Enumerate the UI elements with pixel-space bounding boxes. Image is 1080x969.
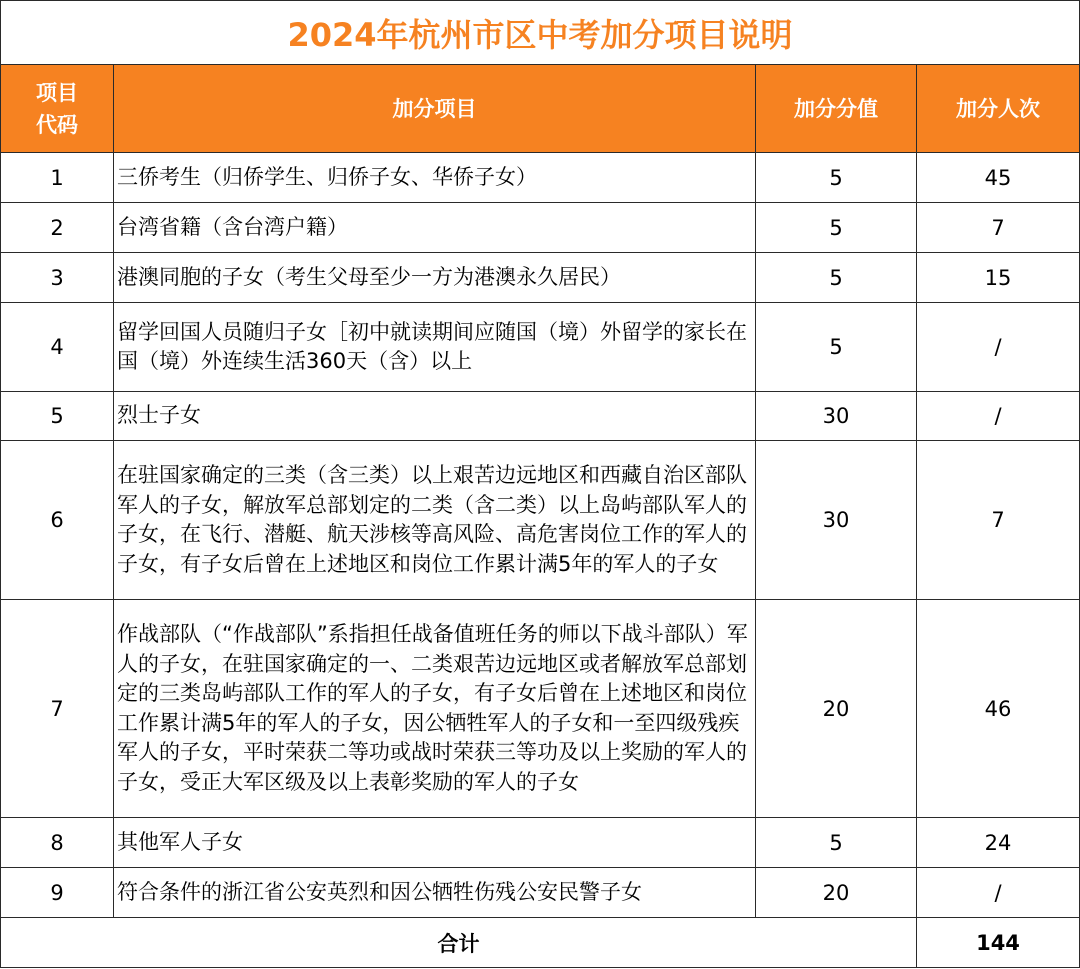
- row-code: 5: [1, 392, 114, 441]
- row-value: 5: [756, 818, 917, 868]
- table-row: [1, 153, 1080, 203]
- row-item: 港澳同胞的子女（考生父母至少一方为港澳永久居民）: [114, 253, 756, 303]
- row-value: 20: [756, 600, 917, 818]
- row-value: 30: [756, 441, 917, 600]
- row-value: 30: [756, 392, 917, 441]
- total-label: 合计: [1, 918, 917, 968]
- row-count: /: [917, 303, 1080, 392]
- header-item: 加分项目: [114, 65, 756, 153]
- row-value: 5: [756, 303, 917, 392]
- row-code: 4: [1, 303, 114, 392]
- row-item: 其他军人子女: [114, 818, 756, 868]
- header-code: [1, 65, 114, 153]
- header-code-line1: 项目: [36, 80, 78, 105]
- total-count: 144: [917, 918, 1080, 968]
- table-row: [1, 600, 1080, 818]
- row-item: 符合条件的浙江省公安英烈和因公牺牲伤残公安民警子女: [114, 868, 756, 918]
- table-row: [1, 203, 1080, 253]
- row-item: 三侨考生（归侨学生、归侨子女、华侨子女）: [114, 153, 756, 203]
- row-count: /: [917, 868, 1080, 918]
- row-code: 9: [1, 868, 114, 918]
- row-count: 7: [917, 203, 1080, 253]
- row-count: 7: [917, 441, 1080, 600]
- table-row: [1, 818, 1080, 868]
- row-count: 24: [917, 818, 1080, 868]
- table-row: [1, 868, 1080, 918]
- row-item: 台湾省籍（含台湾户籍）: [114, 203, 756, 253]
- row-item: 在驻国家确定的三类（含三类）以上艰苦边远地区和西藏自治区部队军人的子女，解放军总部划定的二类（含二类）以上岛屿部队军人的子女，在飞行、潜艇、航天涉核等高风险、高危害岗位工作的军人的子女，有子女后曾在上述地区和岗位工作累计满5年的军人的子女: [114, 441, 756, 600]
- row-value: 5: [756, 253, 917, 303]
- row-item: 作战部队（“作战部队”系指担任战备值班任务的师以下战斗部队）军人的子女，在驻国家确定的一、二类艰苦边远地区或者解放军总部划定的三类岛屿部队工作的军人的子女，有子女后曾在上述地区和岗位工作累计满5年的军人的子女，因公牺牲军人的子女和一至四级残疾军人的子女，平时荣获二等功或战时荣获三等功及以上奖励的军人的子女，受正大军区级及以上表彰奖励的军人的子女: [114, 600, 756, 818]
- row-value: 5: [756, 153, 917, 203]
- table-row: [1, 392, 1080, 441]
- row-code: 7: [1, 600, 114, 818]
- row-count: 15: [917, 253, 1080, 303]
- row-value: 20: [756, 868, 917, 918]
- table-title: 2024年杭州市区中考加分项目说明: [1, 1, 1080, 65]
- row-item: 留学回国人员随归子女［初中就读期间应随国（境）外留学的家长在国（境）外连续生活360天（含）以上: [114, 303, 756, 392]
- row-code: 6: [1, 441, 114, 600]
- row-item: 烈士子女: [114, 392, 756, 441]
- table-row: [1, 253, 1080, 303]
- row-value: 5: [756, 203, 917, 253]
- header-count: 加分人次: [917, 65, 1080, 153]
- row-code: 1: [1, 153, 114, 203]
- table-row: [1, 303, 1080, 392]
- header-row: [1, 65, 1080, 153]
- header-value: 加分分值: [756, 65, 917, 153]
- row-count: 45: [917, 153, 1080, 203]
- title-row: [1, 1, 1080, 65]
- row-code: 8: [1, 818, 114, 868]
- header-code-line2: 代码: [36, 112, 78, 137]
- total-row: [1, 918, 1080, 968]
- row-count: /: [917, 392, 1080, 441]
- row-code: 3: [1, 253, 114, 303]
- table-row: [1, 441, 1080, 600]
- row-count: 46: [917, 600, 1080, 818]
- row-code: 2: [1, 203, 114, 253]
